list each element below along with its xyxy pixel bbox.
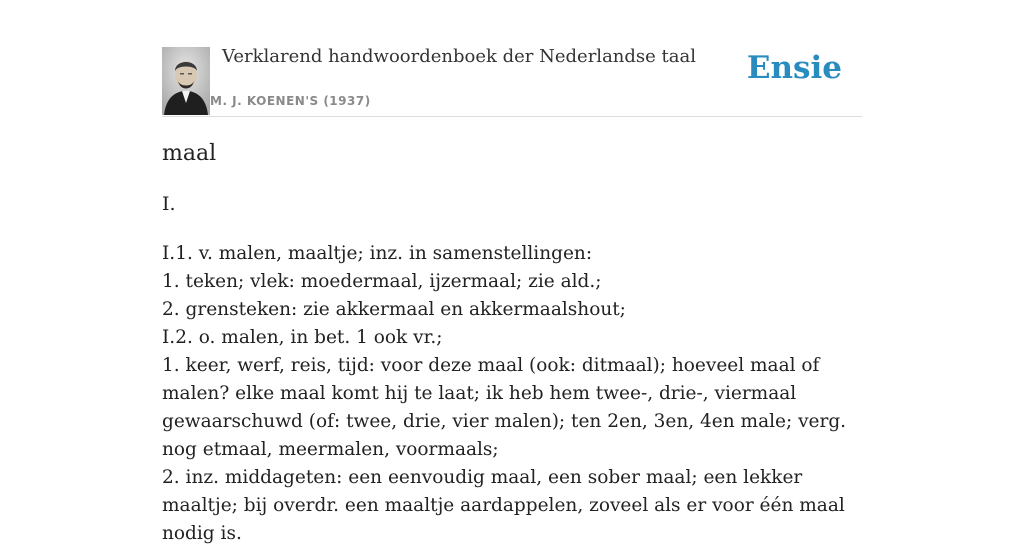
- definition-text: [162, 240, 862, 548]
- definition-line: 1. keer, werf, reis, tijd: voor deze maal (ook: ditmaal); hoeveel maal of malen? elke maal komt hij te laat; ik heb hem twee-, drie-, viermaal gewaarschuwd (of: twee, drie, vier malen); ten 2en, 3en, 4en male; verg. nog etmaal, meermalen, voormaals;: [162, 355, 847, 460]
- book-author: M. J. KOENEN'S (1937): [210, 94, 371, 108]
- definition-line: I.2. o. malen, in bet. 1 ook vr.;: [162, 327, 443, 348]
- definition-line: 1. teken; vlek: moedermaal, ijzermaal; zie ald.;: [162, 271, 602, 292]
- section-label: I.: [162, 193, 176, 215]
- author-portrait-icon: [162, 47, 210, 115]
- ensie-logo-link[interactable]: Ensie: [746, 50, 842, 86]
- definition-line: I.1. v. malen, maaltje; inz. in samenstellingen:: [162, 243, 593, 264]
- site-header: [162, 0, 862, 117]
- definition-line: 2. inz. middageten: een eenvoudig maal, een sober maal; een lekker maaltje; bij overdr. een maaltje aardappelen, zoveel als er voor één maal nodig is.: [162, 467, 845, 544]
- headword: maal: [162, 141, 217, 166]
- page: [162, 0, 862, 544]
- definition-line: 2. grensteken: zie akkermaal en akkermaalshout;: [162, 299, 626, 320]
- book-title[interactable]: Verklarend handwoordenboek der Nederlandse taal: [222, 46, 696, 67]
- portrait-image: [162, 47, 210, 115]
